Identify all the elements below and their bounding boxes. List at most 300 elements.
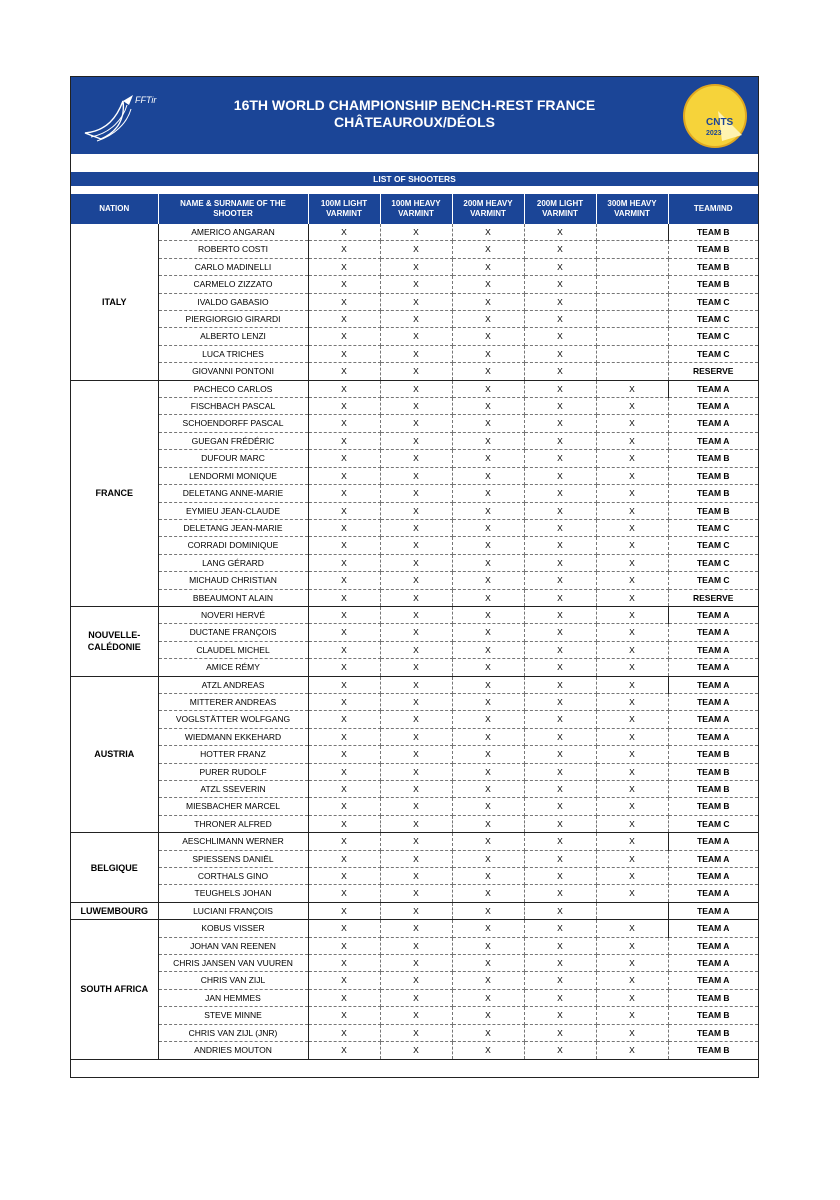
team-cell: RESERVE	[668, 589, 758, 606]
team-cell: TEAM C	[668, 554, 758, 571]
shooter-name-cell: MICHAUD CHRISTIAN	[158, 572, 308, 589]
nation-cell: ITALY	[71, 224, 158, 380]
event-entry-cell: X	[452, 693, 524, 710]
event-entry-cell	[596, 902, 668, 919]
event-entry-cell: X	[380, 659, 452, 676]
team-cell: TEAM C	[668, 293, 758, 310]
event-entry-cell: X	[452, 398, 524, 415]
event-entry-cell: X	[308, 902, 380, 919]
event-entry-cell: X	[308, 432, 380, 449]
shooter-name-cell: NOVERI HERVÉ	[158, 606, 308, 623]
nation-cell: AUSTRIA	[71, 676, 158, 833]
team-cell: TEAM A	[668, 415, 758, 432]
event-entry-cell: X	[452, 746, 524, 763]
shooter-name-cell: THRONER ALFRED	[158, 815, 308, 832]
fftir-logo-icon	[77, 87, 177, 145]
event-entry-cell: X	[452, 276, 524, 293]
table-row	[71, 833, 758, 850]
shooter-name-cell: ANDRIES MOUTON	[158, 1042, 308, 1059]
event-entry-cell: X	[452, 676, 524, 693]
shooter-name-cell: LUCIANI FRANÇOIS	[158, 902, 308, 919]
spacer	[71, 186, 758, 194]
table-row	[71, 920, 758, 937]
event-entry-cell: X	[524, 380, 596, 397]
event-entry-cell: X	[452, 415, 524, 432]
event-entry-cell: X	[308, 728, 380, 745]
event-entry-cell: X	[596, 972, 668, 989]
event-entry-cell: X	[596, 955, 668, 972]
team-cell: TEAM A	[668, 380, 758, 397]
event-entry-cell: X	[308, 781, 380, 798]
table-row	[71, 415, 758, 432]
shooter-name-cell: WIEDMANN EKKEHARD	[158, 728, 308, 745]
table-row	[71, 728, 758, 745]
event-entry-cell: X	[452, 989, 524, 1006]
event-entry-cell: X	[380, 815, 452, 832]
event-entry-cell	[596, 345, 668, 362]
event-entry-cell: X	[380, 1042, 452, 1059]
table-row	[71, 1007, 758, 1024]
event-entry-cell: X	[524, 781, 596, 798]
event-entry-cell: X	[308, 415, 380, 432]
team-cell: TEAM C	[668, 572, 758, 589]
event-entry-cell: X	[308, 937, 380, 954]
event-entry-cell: X	[452, 972, 524, 989]
event-entry-cell: X	[308, 606, 380, 623]
event-entry-cell: X	[596, 693, 668, 710]
event-entry-cell: X	[380, 415, 452, 432]
event-entry-cell: X	[452, 728, 524, 745]
event-entry-cell: X	[380, 833, 452, 850]
shooter-name-cell: SCHOENDORFF PASCAL	[158, 415, 308, 432]
shooter-name-cell: GIOVANNI PONTONI	[158, 363, 308, 380]
event-entry-cell: X	[308, 398, 380, 415]
shooter-name-cell: JOHAN VAN REENEN	[158, 937, 308, 954]
shooter-name-cell: PURER RUDOLF	[158, 763, 308, 780]
shooter-name-cell: LENDORMI MONIQUE	[158, 467, 308, 484]
event-entry-cell	[596, 311, 668, 328]
team-cell: TEAM A	[668, 606, 758, 623]
event-entry-cell: X	[596, 572, 668, 589]
table-row	[71, 432, 758, 449]
event-entry-cell: X	[308, 485, 380, 502]
event-entry-cell: X	[380, 345, 452, 362]
event-entry-cell: X	[452, 1007, 524, 1024]
shooter-name-cell: CARMELO ZIZZATO	[158, 276, 308, 293]
team-cell: TEAM A	[668, 711, 758, 728]
event-entry-cell: X	[524, 641, 596, 658]
event-entry-cell: X	[524, 972, 596, 989]
event-entry-cell: X	[524, 241, 596, 258]
svg-text:FFTir: FFTir	[135, 95, 157, 105]
event-entry-cell	[596, 293, 668, 310]
event-entry-cell: X	[596, 415, 668, 432]
event-entry-cell: X	[452, 380, 524, 397]
event-entry-cell: X	[596, 380, 668, 397]
table-row	[71, 937, 758, 954]
table-row	[71, 276, 758, 293]
shooters-table	[71, 194, 758, 1060]
table-row	[71, 258, 758, 275]
event-entry-cell: X	[596, 850, 668, 867]
table-row	[71, 902, 758, 919]
event-entry-cell: X	[380, 328, 452, 345]
table-row	[71, 450, 758, 467]
table-row	[71, 624, 758, 641]
col-header-100m-light: 100M LIGHT VARMINT	[308, 194, 380, 224]
event-entry-cell: X	[380, 311, 452, 328]
title-line-2: CHÂTEAUROUX/DÉOLS	[333, 114, 495, 130]
shooter-name-cell: CHRIS VAN ZIJL	[158, 972, 308, 989]
event-entry-cell: X	[452, 537, 524, 554]
table-row	[71, 293, 758, 310]
event-entry-cell: X	[452, 711, 524, 728]
table-row	[71, 781, 758, 798]
event-entry-cell: X	[524, 258, 596, 275]
table-row	[71, 989, 758, 1006]
table-row	[71, 589, 758, 606]
event-entry-cell: X	[452, 763, 524, 780]
event-entry-cell: X	[452, 519, 524, 536]
team-cell: TEAM B	[668, 450, 758, 467]
table-row	[71, 485, 758, 502]
event-entry-cell: X	[452, 1024, 524, 1041]
event-entry-cell: X	[380, 554, 452, 571]
table-row	[71, 363, 758, 380]
event-entry-cell: X	[524, 937, 596, 954]
table-row	[71, 1024, 758, 1041]
col-header-300m-heavy: 300M HEAVY VARMINT	[596, 194, 668, 224]
event-entry-cell: X	[452, 345, 524, 362]
event-entry-cell: X	[452, 502, 524, 519]
event-entry-cell: X	[524, 728, 596, 745]
event-entry-cell: X	[380, 258, 452, 275]
event-entry-cell: X	[308, 920, 380, 937]
event-entry-cell: X	[524, 624, 596, 641]
shooter-name-cell: JAN HEMMES	[158, 989, 308, 1006]
team-cell: TEAM A	[668, 920, 758, 937]
event-entry-cell: X	[452, 432, 524, 449]
event-entry-cell: X	[524, 711, 596, 728]
event-entry-cell: X	[380, 746, 452, 763]
event-entry-cell: X	[452, 868, 524, 885]
team-cell: TEAM A	[668, 885, 758, 902]
event-entry-cell: X	[596, 1007, 668, 1024]
col-header-100m-heavy: 100M HEAVY VARMINT	[380, 194, 452, 224]
event-entry-cell: X	[308, 293, 380, 310]
header-band	[71, 77, 758, 154]
event-entry-cell	[596, 258, 668, 275]
event-entry-cell: X	[524, 868, 596, 885]
event-entry-cell: X	[452, 241, 524, 258]
team-cell: TEAM A	[668, 833, 758, 850]
event-entry-cell: X	[308, 746, 380, 763]
event-entry-cell: X	[524, 920, 596, 937]
event-entry-cell: X	[596, 606, 668, 623]
team-cell: TEAM C	[668, 537, 758, 554]
event-entry-cell: X	[452, 467, 524, 484]
shooter-name-cell: EYMIEU JEAN-CLAUDE	[158, 502, 308, 519]
event-entry-cell	[596, 224, 668, 241]
event-entry-cell: X	[308, 641, 380, 658]
event-entry-cell: X	[380, 885, 452, 902]
event-entry-cell: X	[452, 920, 524, 937]
team-cell: TEAM A	[668, 728, 758, 745]
shooter-name-cell: CHRIS JANSEN VAN VUUREN	[158, 955, 308, 972]
shooter-name-cell: DUFOUR MARC	[158, 450, 308, 467]
event-entry-cell: X	[308, 798, 380, 815]
nation-cell: FRANCE	[71, 380, 158, 606]
event-entry-cell: X	[452, 659, 524, 676]
event-entry-cell: X	[524, 485, 596, 502]
table-row	[71, 380, 758, 397]
event-entry-cell: X	[524, 763, 596, 780]
event-entry-cell: X	[452, 311, 524, 328]
table-header-row	[71, 194, 758, 224]
event-entry-cell: X	[524, 537, 596, 554]
shooter-name-cell: AMERICO ANGARAN	[158, 224, 308, 241]
table-body	[71, 224, 758, 1059]
col-header-team: TEAM/IND	[668, 194, 758, 224]
table-row	[71, 885, 758, 902]
col-header-200m-light: 200M LIGHT VARMINT	[524, 194, 596, 224]
event-entry-cell: X	[308, 711, 380, 728]
event-entry-cell: X	[452, 363, 524, 380]
event-entry-cell: X	[524, 798, 596, 815]
shooter-name-cell: CHRIS VAN ZIJL (JNR)	[158, 1024, 308, 1041]
event-entry-cell: X	[380, 537, 452, 554]
team-cell: TEAM B	[668, 798, 758, 815]
event-entry-cell: X	[596, 833, 668, 850]
event-entry-cell: X	[596, 519, 668, 536]
team-cell: TEAM A	[668, 902, 758, 919]
event-entry-cell: X	[596, 450, 668, 467]
event-entry-cell: X	[380, 572, 452, 589]
shooter-name-cell: BBEAUMONT ALAIN	[158, 589, 308, 606]
event-entry-cell: X	[452, 258, 524, 275]
event-entry-cell: X	[524, 502, 596, 519]
event-entry-cell: X	[596, 763, 668, 780]
event-entry-cell: X	[380, 432, 452, 449]
table-row	[71, 606, 758, 623]
event-entry-cell: X	[596, 1042, 668, 1059]
nation-cell: BELGIQUE	[71, 833, 158, 903]
table-row	[71, 763, 758, 780]
nation-cell: LUWEMBOURG	[71, 902, 158, 919]
team-cell: TEAM A	[668, 432, 758, 449]
event-entry-cell: X	[452, 293, 524, 310]
team-cell: TEAM B	[668, 746, 758, 763]
event-entry-cell: X	[380, 589, 452, 606]
event-entry-cell: X	[308, 502, 380, 519]
team-cell: TEAM A	[668, 641, 758, 658]
table-row	[71, 659, 758, 676]
event-entry-cell: X	[308, 955, 380, 972]
team-cell: TEAM A	[668, 937, 758, 954]
event-entry-cell: X	[596, 989, 668, 1006]
event-entry-cell: X	[524, 1042, 596, 1059]
team-cell: TEAM B	[668, 1007, 758, 1024]
event-entry-cell: X	[452, 902, 524, 919]
title-line-1: 16TH WORLD CHAMPIONSHIP BENCH-REST FRANCE	[233, 97, 596, 113]
event-entry-cell: X	[308, 659, 380, 676]
event-entry-cell: X	[524, 450, 596, 467]
col-header-name: NAME & SURNAME OF THE SHOOTER	[158, 194, 308, 224]
event-entry-cell: X	[380, 519, 452, 536]
event-entry-cell	[596, 363, 668, 380]
event-entry-cell: X	[524, 589, 596, 606]
event-entry-cell: X	[524, 415, 596, 432]
team-cell: RESERVE	[668, 363, 758, 380]
event-entry-cell: X	[308, 345, 380, 362]
event-entry-cell: X	[452, 955, 524, 972]
event-entry-cell: X	[524, 676, 596, 693]
team-cell: TEAM B	[668, 763, 758, 780]
event-entry-cell: X	[380, 224, 452, 241]
event-entry-cell: X	[452, 1042, 524, 1059]
event-entry-cell: X	[308, 885, 380, 902]
event-entry-cell: X	[596, 798, 668, 815]
table-row	[71, 467, 758, 484]
shooter-name-cell: LUCA TRICHES	[158, 345, 308, 362]
event-entry-cell: X	[524, 746, 596, 763]
event-entry-cell: X	[524, 902, 596, 919]
shooter-name-cell: TEUGHELS JOHAN	[158, 885, 308, 902]
event-entry-cell: X	[452, 224, 524, 241]
table-row	[71, 398, 758, 415]
table-row	[71, 554, 758, 571]
event-entry-cell: X	[380, 293, 452, 310]
table-row	[71, 572, 758, 589]
team-cell: TEAM A	[668, 676, 758, 693]
event-entry-cell: X	[524, 224, 596, 241]
event-entry-cell: X	[380, 624, 452, 641]
table-row	[71, 311, 758, 328]
event-entry-cell: X	[524, 519, 596, 536]
table-row	[71, 1042, 758, 1059]
event-entry-cell: X	[452, 485, 524, 502]
event-entry-cell: X	[524, 606, 596, 623]
event-entry-cell: X	[452, 572, 524, 589]
event-entry-cell: X	[596, 937, 668, 954]
event-entry-cell: X	[524, 432, 596, 449]
event-entry-cell: X	[308, 467, 380, 484]
event-entry-cell: X	[308, 624, 380, 641]
event-entry-cell: X	[380, 1024, 452, 1041]
team-cell: TEAM C	[668, 328, 758, 345]
svg-text:CNTS: CNTS	[706, 117, 734, 128]
event-entry-cell: X	[308, 380, 380, 397]
event-entry-cell: X	[308, 276, 380, 293]
team-cell: TEAM A	[668, 868, 758, 885]
event-entry-cell: X	[308, 868, 380, 885]
event-entry-cell: X	[380, 989, 452, 1006]
shooter-name-cell: SPIESSENS DANIËL	[158, 850, 308, 867]
event-entry-cell: X	[596, 432, 668, 449]
shooter-name-cell: ALBERTO LENZI	[158, 328, 308, 345]
event-entry-cell: X	[452, 937, 524, 954]
team-cell: TEAM B	[668, 276, 758, 293]
event-entry-cell: X	[380, 467, 452, 484]
event-entry-cell: X	[308, 676, 380, 693]
event-entry-cell: X	[596, 467, 668, 484]
event-entry-cell: X	[524, 815, 596, 832]
shooter-name-cell: IVALDO GABASIO	[158, 293, 308, 310]
shooter-name-cell: DELETANG JEAN-MARIE	[158, 519, 308, 536]
event-entry-cell: X	[524, 850, 596, 867]
shooter-name-cell: STEVE MINNE	[158, 1007, 308, 1024]
shooter-name-cell: AESCHLIMANN WERNER	[158, 833, 308, 850]
event-entry-cell: X	[380, 781, 452, 798]
table-row	[71, 711, 758, 728]
event-entry-cell: X	[380, 502, 452, 519]
event-entry-cell: X	[308, 972, 380, 989]
team-cell: TEAM A	[668, 659, 758, 676]
event-entry-cell: X	[524, 311, 596, 328]
event-entry-cell: X	[308, 989, 380, 1006]
event-entry-cell: X	[524, 276, 596, 293]
page-title	[201, 97, 628, 131]
event-entry-cell: X	[308, 450, 380, 467]
shooter-name-cell: CORRADI DOMINIQUE	[158, 537, 308, 554]
shooter-name-cell: GUEGAN FRÉDÉRIC	[158, 432, 308, 449]
event-entry-cell: X	[380, 972, 452, 989]
event-entry-cell: X	[308, 850, 380, 867]
event-entry-cell: X	[308, 224, 380, 241]
event-entry-cell: X	[524, 955, 596, 972]
table-row	[71, 955, 758, 972]
col-header-nation: NATION	[71, 194, 158, 224]
table-row	[71, 798, 758, 815]
team-cell: TEAM C	[668, 345, 758, 362]
event-entry-cell: X	[524, 398, 596, 415]
event-entry-cell: X	[596, 728, 668, 745]
shooter-name-cell: CLAUDEL MICHEL	[158, 641, 308, 658]
shooter-name-cell: PIERGIORGIO GIRARDI	[158, 311, 308, 328]
shooter-name-cell: VOGLSTÄTTER WOLFGANG	[158, 711, 308, 728]
table-row	[71, 224, 758, 241]
event-entry-cell: X	[308, 763, 380, 780]
event-entry-cell: X	[452, 450, 524, 467]
event-entry-cell: X	[380, 798, 452, 815]
table-row	[71, 641, 758, 658]
event-entry-cell: X	[380, 763, 452, 780]
event-entry-cell: X	[524, 345, 596, 362]
event-entry-cell: X	[452, 641, 524, 658]
shooter-name-cell: HOTTER FRANZ	[158, 746, 308, 763]
event-entry-cell: X	[380, 955, 452, 972]
event-entry-cell: X	[596, 746, 668, 763]
event-entry-cell: X	[380, 1007, 452, 1024]
event-entry-cell: X	[380, 920, 452, 937]
event-entry-cell: X	[596, 868, 668, 885]
event-entry-cell: X	[308, 572, 380, 589]
team-cell: TEAM A	[668, 398, 758, 415]
event-entry-cell: X	[308, 519, 380, 536]
event-entry-cell: X	[380, 241, 452, 258]
event-entry-cell: X	[308, 241, 380, 258]
event-entry-cell: X	[596, 659, 668, 676]
event-entry-cell: X	[308, 1024, 380, 1041]
event-entry-cell: X	[596, 711, 668, 728]
table-row	[71, 537, 758, 554]
team-cell: TEAM B	[668, 1024, 758, 1041]
shooter-name-cell: DUCTANE FRANÇOIS	[158, 624, 308, 641]
event-entry-cell	[596, 276, 668, 293]
event-entry-cell: X	[380, 711, 452, 728]
team-cell: TEAM B	[668, 485, 758, 502]
event-entry-cell: X	[596, 1024, 668, 1041]
